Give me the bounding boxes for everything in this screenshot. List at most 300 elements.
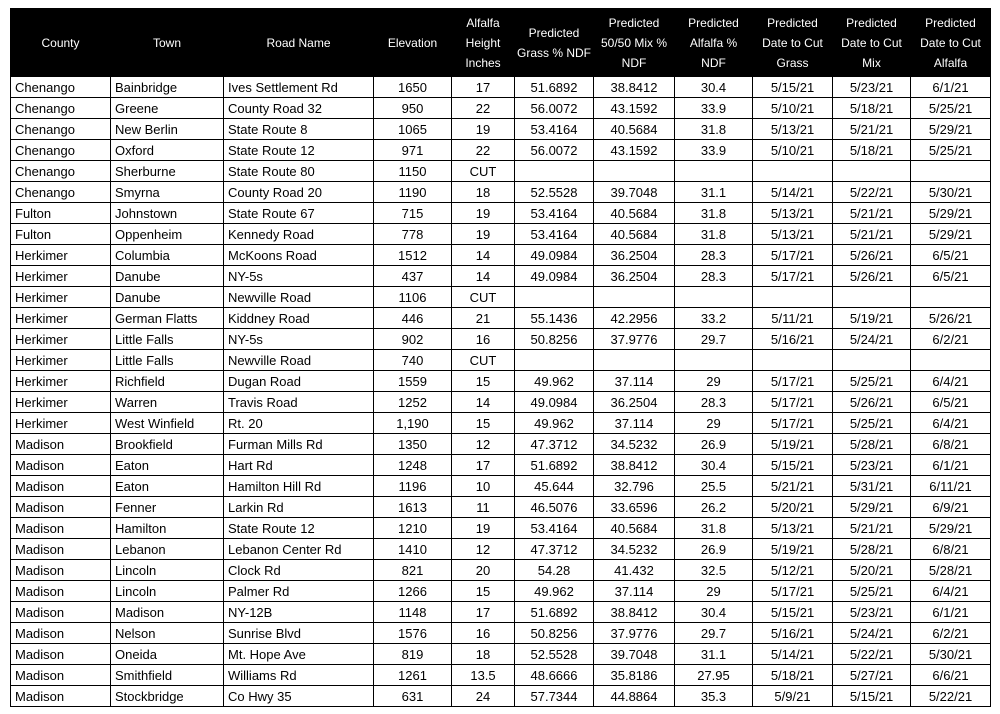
cell-road-name: NY-5s xyxy=(224,266,374,287)
cell-date-cut-grass: 5/17/21 xyxy=(753,371,833,392)
cell-date-cut-alfalfa: 6/1/21 xyxy=(911,77,991,98)
cell-town: Lebanon xyxy=(111,539,224,560)
cell-road-name: Newville Road xyxy=(224,287,374,308)
table-row xyxy=(11,119,991,140)
cell-town: Oppenheim xyxy=(111,224,224,245)
cell-grass-ndf: 50.8256 xyxy=(515,329,594,350)
cell-date-cut-mix: 5/20/21 xyxy=(833,560,911,581)
cell-road-name: State Route 8 xyxy=(224,119,374,140)
cell-date-cut-grass: 5/12/21 xyxy=(753,560,833,581)
cell-date-cut-mix: 5/21/21 xyxy=(833,224,911,245)
table-row xyxy=(11,434,991,455)
cell-alfalfa-ndf: 35.3 xyxy=(675,686,753,707)
cell-town: Little Falls xyxy=(111,329,224,350)
table-row xyxy=(11,371,991,392)
table-row xyxy=(11,476,991,497)
cell-grass-ndf: 53.4164 xyxy=(515,203,594,224)
cell-date-cut-mix: 5/23/21 xyxy=(833,77,911,98)
cell-elevation: 778 xyxy=(374,224,452,245)
cell-road-name: Hamilton Hill Rd xyxy=(224,476,374,497)
cell-mix-ndf: 43.1592 xyxy=(594,98,675,119)
cell-alfalfa-ndf: 29.7 xyxy=(675,623,753,644)
cell-date-cut-mix: 5/27/21 xyxy=(833,665,911,686)
cell-date-cut-alfalfa: 6/4/21 xyxy=(911,371,991,392)
cell-mix-ndf: 41.432 xyxy=(594,560,675,581)
cell-alfalfa-height: 19 xyxy=(452,203,515,224)
cell-alfalfa-ndf: 26.2 xyxy=(675,497,753,518)
cell-elevation: 1266 xyxy=(374,581,452,602)
cell-road-name: Rt. 20 xyxy=(224,413,374,434)
cell-alfalfa-height: 22 xyxy=(452,140,515,161)
cell-alfalfa-height: 19 xyxy=(452,518,515,539)
cell-elevation: 971 xyxy=(374,140,452,161)
cell-county: Fulton xyxy=(11,203,111,224)
cell-elevation: 1410 xyxy=(374,539,452,560)
cell-date-cut-grass xyxy=(753,161,833,182)
cell-town: Madison xyxy=(111,602,224,623)
cell-county: Madison xyxy=(11,476,111,497)
cell-mix-ndf: 39.7048 xyxy=(594,644,675,665)
cell-alfalfa-height: 14 xyxy=(452,245,515,266)
cell-mix-ndf: 34.5232 xyxy=(594,539,675,560)
cell-county: Herkimer xyxy=(11,308,111,329)
table-row xyxy=(11,140,991,161)
cell-date-cut-grass xyxy=(753,350,833,371)
header-grass-ndf: Predicted Grass % NDF xyxy=(515,9,594,77)
cell-county: Herkimer xyxy=(11,266,111,287)
cell-mix-ndf xyxy=(594,350,675,371)
cell-alfalfa-ndf: 33.9 xyxy=(675,140,753,161)
cell-alfalfa-ndf: 29 xyxy=(675,581,753,602)
cell-alfalfa-ndf: 30.4 xyxy=(675,77,753,98)
cell-date-cut-grass: 5/13/21 xyxy=(753,224,833,245)
cell-mix-ndf: 37.114 xyxy=(594,413,675,434)
table-row xyxy=(11,98,991,119)
cell-grass-ndf: 52.5528 xyxy=(515,182,594,203)
cell-town: Oxford xyxy=(111,140,224,161)
cell-date-cut-mix: 5/25/21 xyxy=(833,581,911,602)
cell-county: Chenango xyxy=(11,140,111,161)
cell-mix-ndf: 37.114 xyxy=(594,581,675,602)
cell-elevation: 715 xyxy=(374,203,452,224)
cell-town: Brookfield xyxy=(111,434,224,455)
cell-grass-ndf: 52.5528 xyxy=(515,644,594,665)
table-row xyxy=(11,266,991,287)
cell-date-cut-grass: 5/15/21 xyxy=(753,602,833,623)
cell-road-name: McKoons Road xyxy=(224,245,374,266)
table-row xyxy=(11,182,991,203)
cell-mix-ndf: 44.8864 xyxy=(594,686,675,707)
cell-elevation: 1350 xyxy=(374,434,452,455)
table-row xyxy=(11,77,991,98)
cell-road-name: NY-12B xyxy=(224,602,374,623)
cell-county: Madison xyxy=(11,497,111,518)
cell-town: Eaton xyxy=(111,476,224,497)
cell-date-cut-mix: 5/24/21 xyxy=(833,329,911,350)
cell-road-name: NY-5s xyxy=(224,329,374,350)
cell-road-name: State Route 12 xyxy=(224,140,374,161)
cell-county: Madison xyxy=(11,686,111,707)
cell-alfalfa-ndf: 29 xyxy=(675,413,753,434)
cell-alfalfa-ndf: 31.1 xyxy=(675,644,753,665)
cell-alfalfa-ndf: 30.4 xyxy=(675,602,753,623)
cell-date-cut-mix: 5/26/21 xyxy=(833,266,911,287)
cell-alfalfa-ndf: 31.8 xyxy=(675,224,753,245)
cell-grass-ndf: 53.4164 xyxy=(515,518,594,539)
cell-mix-ndf: 38.8412 xyxy=(594,77,675,98)
cell-road-name: Ives Settlement Rd xyxy=(224,77,374,98)
cell-alfalfa-height: 18 xyxy=(452,182,515,203)
cell-elevation: 902 xyxy=(374,329,452,350)
cell-grass-ndf: 47.3712 xyxy=(515,434,594,455)
cell-alfalfa-height: 10 xyxy=(452,476,515,497)
ndf-table-container xyxy=(10,8,991,707)
cell-date-cut-grass: 5/17/21 xyxy=(753,581,833,602)
cell-road-name: State Route 80 xyxy=(224,161,374,182)
cell-alfalfa-height: 12 xyxy=(452,434,515,455)
cell-county: Madison xyxy=(11,455,111,476)
cell-date-cut-alfalfa: 5/28/21 xyxy=(911,560,991,581)
cell-county: Madison xyxy=(11,623,111,644)
cell-elevation: 1150 xyxy=(374,161,452,182)
cell-date-cut-mix: 5/24/21 xyxy=(833,623,911,644)
cell-county: Madison xyxy=(11,539,111,560)
cell-town: Smithfield xyxy=(111,665,224,686)
cell-elevation: 1252 xyxy=(374,392,452,413)
cell-date-cut-alfalfa: 6/5/21 xyxy=(911,245,991,266)
cell-alfalfa-ndf: 32.5 xyxy=(675,560,753,581)
cell-grass-ndf: 49.962 xyxy=(515,371,594,392)
header-elevation: Elevation xyxy=(374,9,452,77)
cell-date-cut-mix: 5/19/21 xyxy=(833,308,911,329)
cell-county: Madison xyxy=(11,665,111,686)
cell-mix-ndf: 36.2504 xyxy=(594,245,675,266)
cell-alfalfa-ndf: 25.5 xyxy=(675,476,753,497)
cell-grass-ndf: 47.3712 xyxy=(515,539,594,560)
cell-alfalfa-ndf: 26.9 xyxy=(675,434,753,455)
cell-date-cut-mix: 5/18/21 xyxy=(833,140,911,161)
cell-elevation: 1148 xyxy=(374,602,452,623)
cell-date-cut-mix: 5/15/21 xyxy=(833,686,911,707)
cell-alfalfa-height: 17 xyxy=(452,455,515,476)
cell-date-cut-alfalfa: 5/29/21 xyxy=(911,518,991,539)
cell-grass-ndf xyxy=(515,350,594,371)
cell-mix-ndf: 33.6596 xyxy=(594,497,675,518)
cell-grass-ndf: 57.7344 xyxy=(515,686,594,707)
cell-mix-ndf xyxy=(594,161,675,182)
cell-road-name: County Road 20 xyxy=(224,182,374,203)
cell-mix-ndf: 36.2504 xyxy=(594,266,675,287)
cell-alfalfa-ndf xyxy=(675,161,753,182)
cell-town: Bainbridge xyxy=(111,77,224,98)
cell-date-cut-mix: 5/23/21 xyxy=(833,602,911,623)
table-row xyxy=(11,203,991,224)
cell-elevation: 1106 xyxy=(374,287,452,308)
cell-alfalfa-ndf: 33.9 xyxy=(675,98,753,119)
table-row xyxy=(11,497,991,518)
cell-date-cut-alfalfa: 6/4/21 xyxy=(911,581,991,602)
cell-road-name: Newville Road xyxy=(224,350,374,371)
cell-alfalfa-height: 13.5 xyxy=(452,665,515,686)
cell-elevation: 1576 xyxy=(374,623,452,644)
cell-road-name: State Route 12 xyxy=(224,518,374,539)
cell-elevation: 1559 xyxy=(374,371,452,392)
cell-alfalfa-ndf: 28.3 xyxy=(675,266,753,287)
cell-grass-ndf: 55.1436 xyxy=(515,308,594,329)
ndf-prediction-table xyxy=(10,8,991,707)
cell-mix-ndf: 42.2956 xyxy=(594,308,675,329)
header-town: Town xyxy=(111,9,224,77)
cell-county: Herkimer xyxy=(11,329,111,350)
cell-county: Chenango xyxy=(11,161,111,182)
cell-date-cut-alfalfa: 5/25/21 xyxy=(911,140,991,161)
header-alfalfa-height: Alfalfa Height Inches xyxy=(452,9,515,77)
cell-alfalfa-height: 12 xyxy=(452,539,515,560)
cell-alfalfa-height: 19 xyxy=(452,224,515,245)
cell-elevation: 1650 xyxy=(374,77,452,98)
cell-grass-ndf: 51.6892 xyxy=(515,602,594,623)
cell-mix-ndf: 40.5684 xyxy=(594,224,675,245)
cell-town: Danube xyxy=(111,266,224,287)
cell-date-cut-mix: 5/29/21 xyxy=(833,497,911,518)
cell-alfalfa-ndf: 31.8 xyxy=(675,203,753,224)
cell-grass-ndf xyxy=(515,287,594,308)
table-row xyxy=(11,644,991,665)
cell-road-name: Mt. Hope Ave xyxy=(224,644,374,665)
cell-grass-ndf: 56.0072 xyxy=(515,98,594,119)
cell-county: Herkimer xyxy=(11,371,111,392)
cell-date-cut-mix xyxy=(833,287,911,308)
cell-alfalfa-ndf: 28.3 xyxy=(675,392,753,413)
cell-mix-ndf: 34.5232 xyxy=(594,434,675,455)
cell-grass-ndf: 46.5076 xyxy=(515,497,594,518)
cell-elevation: 1248 xyxy=(374,455,452,476)
cell-alfalfa-height: 14 xyxy=(452,392,515,413)
cell-elevation: 740 xyxy=(374,350,452,371)
cell-grass-ndf: 53.4164 xyxy=(515,224,594,245)
table-row xyxy=(11,413,991,434)
cell-date-cut-alfalfa: 6/11/21 xyxy=(911,476,991,497)
cell-alfalfa-height: CUT xyxy=(452,350,515,371)
cell-county: Herkimer xyxy=(11,392,111,413)
cell-date-cut-mix: 5/21/21 xyxy=(833,203,911,224)
cell-road-name: Furman Mills Rd xyxy=(224,434,374,455)
table-row xyxy=(11,539,991,560)
cell-grass-ndf: 49.0984 xyxy=(515,392,594,413)
cell-road-name: Travis Road xyxy=(224,392,374,413)
cell-date-cut-mix: 5/21/21 xyxy=(833,518,911,539)
cell-town: German Flatts xyxy=(111,308,224,329)
cell-date-cut-alfalfa: 5/26/21 xyxy=(911,308,991,329)
cell-alfalfa-ndf xyxy=(675,350,753,371)
cell-elevation: 1261 xyxy=(374,665,452,686)
cell-grass-ndf: 49.0984 xyxy=(515,266,594,287)
cell-date-cut-mix: 5/25/21 xyxy=(833,371,911,392)
cell-elevation: 819 xyxy=(374,644,452,665)
cell-town: Johnstown xyxy=(111,203,224,224)
cell-date-cut-alfalfa xyxy=(911,350,991,371)
cell-grass-ndf: 54.28 xyxy=(515,560,594,581)
cell-road-name: Co Hwy 35 xyxy=(224,686,374,707)
cell-county: Chenango xyxy=(11,182,111,203)
cell-date-cut-mix: 5/26/21 xyxy=(833,392,911,413)
cell-date-cut-mix: 5/26/21 xyxy=(833,245,911,266)
cell-mix-ndf: 37.9776 xyxy=(594,623,675,644)
cell-date-cut-grass: 5/17/21 xyxy=(753,413,833,434)
cell-grass-ndf: 49.962 xyxy=(515,581,594,602)
cell-alfalfa-height: CUT xyxy=(452,287,515,308)
cell-date-cut-grass: 5/9/21 xyxy=(753,686,833,707)
cell-alfalfa-ndf: 31.1 xyxy=(675,182,753,203)
table-row xyxy=(11,161,991,182)
table-body xyxy=(11,77,991,707)
cell-road-name: Hart Rd xyxy=(224,455,374,476)
cell-date-cut-alfalfa: 6/5/21 xyxy=(911,266,991,287)
cell-county: Madison xyxy=(11,560,111,581)
cell-date-cut-mix: 5/21/21 xyxy=(833,119,911,140)
cell-date-cut-grass: 5/14/21 xyxy=(753,644,833,665)
cell-elevation: 1512 xyxy=(374,245,452,266)
cell-alfalfa-ndf: 26.9 xyxy=(675,539,753,560)
cell-mix-ndf: 37.9776 xyxy=(594,329,675,350)
table-row xyxy=(11,581,991,602)
cell-mix-ndf: 39.7048 xyxy=(594,182,675,203)
header-row xyxy=(11,9,991,77)
cell-county: Herkimer xyxy=(11,245,111,266)
cell-elevation: 1613 xyxy=(374,497,452,518)
cell-alfalfa-height: CUT xyxy=(452,161,515,182)
cell-mix-ndf: 43.1592 xyxy=(594,140,675,161)
cell-alfalfa-height: 17 xyxy=(452,602,515,623)
cell-alfalfa-height: 16 xyxy=(452,329,515,350)
cell-date-cut-mix: 5/28/21 xyxy=(833,434,911,455)
cell-alfalfa-height: 18 xyxy=(452,644,515,665)
cell-town: Stockbridge xyxy=(111,686,224,707)
cell-date-cut-grass: 5/19/21 xyxy=(753,539,833,560)
table-row xyxy=(11,665,991,686)
cell-town: Columbia xyxy=(111,245,224,266)
cell-alfalfa-height: 15 xyxy=(452,581,515,602)
header-date-cut-mix: Predicted Date to Cut Mix xyxy=(833,9,911,77)
cell-date-cut-grass: 5/21/21 xyxy=(753,476,833,497)
cell-date-cut-grass: 5/20/21 xyxy=(753,497,833,518)
cell-date-cut-alfalfa: 6/8/21 xyxy=(911,539,991,560)
cell-alfalfa-height: 20 xyxy=(452,560,515,581)
cell-town: Smyrna xyxy=(111,182,224,203)
cell-date-cut-mix: 5/31/21 xyxy=(833,476,911,497)
cell-elevation: 631 xyxy=(374,686,452,707)
cell-grass-ndf xyxy=(515,161,594,182)
cell-date-cut-grass: 5/10/21 xyxy=(753,140,833,161)
table-row xyxy=(11,308,991,329)
cell-town: Richfield xyxy=(111,371,224,392)
cell-date-cut-alfalfa: 6/2/21 xyxy=(911,329,991,350)
cell-date-cut-alfalfa: 5/29/21 xyxy=(911,203,991,224)
cell-date-cut-alfalfa: 5/30/21 xyxy=(911,644,991,665)
cell-elevation: 1190 xyxy=(374,182,452,203)
cell-road-name: Larkin Rd xyxy=(224,497,374,518)
cell-town: Sherburne xyxy=(111,161,224,182)
cell-date-cut-mix: 5/28/21 xyxy=(833,539,911,560)
cell-date-cut-alfalfa: 5/22/21 xyxy=(911,686,991,707)
cell-grass-ndf: 50.8256 xyxy=(515,623,594,644)
cell-date-cut-grass: 5/15/21 xyxy=(753,455,833,476)
cell-mix-ndf: 40.5684 xyxy=(594,203,675,224)
cell-town: West Winfield xyxy=(111,413,224,434)
cell-elevation: 1,190 xyxy=(374,413,452,434)
cell-date-cut-grass: 5/17/21 xyxy=(753,392,833,413)
cell-date-cut-grass: 5/13/21 xyxy=(753,119,833,140)
table-row xyxy=(11,686,991,707)
cell-grass-ndf: 49.0984 xyxy=(515,245,594,266)
cell-county: Madison xyxy=(11,602,111,623)
cell-alfalfa-ndf: 29.7 xyxy=(675,329,753,350)
table-row xyxy=(11,455,991,476)
cell-alfalfa-ndf: 29 xyxy=(675,371,753,392)
cell-town: Oneida xyxy=(111,644,224,665)
cell-road-name: County Road 32 xyxy=(224,98,374,119)
table-row xyxy=(11,518,991,539)
cell-grass-ndf: 48.6666 xyxy=(515,665,594,686)
cell-date-cut-grass: 5/15/21 xyxy=(753,77,833,98)
cell-date-cut-mix: 5/25/21 xyxy=(833,413,911,434)
cell-town: Eaton xyxy=(111,455,224,476)
cell-county: Madison xyxy=(11,434,111,455)
cell-mix-ndf: 38.8412 xyxy=(594,455,675,476)
cell-alfalfa-height: 14 xyxy=(452,266,515,287)
cell-alfalfa-height: 17 xyxy=(452,77,515,98)
cell-mix-ndf: 40.5684 xyxy=(594,119,675,140)
cell-date-cut-mix: 5/22/21 xyxy=(833,182,911,203)
cell-date-cut-alfalfa: 6/1/21 xyxy=(911,602,991,623)
cell-alfalfa-ndf: 27.95 xyxy=(675,665,753,686)
cell-county: Madison xyxy=(11,518,111,539)
cell-date-cut-alfalfa: 6/1/21 xyxy=(911,455,991,476)
cell-road-name: Clock Rd xyxy=(224,560,374,581)
cell-mix-ndf: 32.796 xyxy=(594,476,675,497)
header-date-cut-alfalfa: Predicted Date to Cut Alfalfa xyxy=(911,9,991,77)
cell-grass-ndf: 51.6892 xyxy=(515,77,594,98)
cell-date-cut-grass xyxy=(753,287,833,308)
cell-alfalfa-height: 16 xyxy=(452,623,515,644)
cell-grass-ndf: 49.962 xyxy=(515,413,594,434)
cell-elevation: 437 xyxy=(374,266,452,287)
cell-date-cut-mix: 5/18/21 xyxy=(833,98,911,119)
cell-alfalfa-height: 22 xyxy=(452,98,515,119)
table-row xyxy=(11,350,991,371)
cell-date-cut-mix xyxy=(833,350,911,371)
cell-date-cut-alfalfa: 5/29/21 xyxy=(911,119,991,140)
header-county: County xyxy=(11,9,111,77)
cell-mix-ndf: 35.8186 xyxy=(594,665,675,686)
table-row xyxy=(11,560,991,581)
cell-town: Lincoln xyxy=(111,581,224,602)
cell-county: Madison xyxy=(11,581,111,602)
cell-town: New Berlin xyxy=(111,119,224,140)
cell-town: Greene xyxy=(111,98,224,119)
table-row xyxy=(11,602,991,623)
cell-date-cut-grass: 5/13/21 xyxy=(753,518,833,539)
cell-road-name: Kiddney Road xyxy=(224,308,374,329)
cell-town: Danube xyxy=(111,287,224,308)
cell-elevation: 821 xyxy=(374,560,452,581)
cell-date-cut-alfalfa: 5/25/21 xyxy=(911,98,991,119)
cell-alfalfa-ndf: 31.8 xyxy=(675,119,753,140)
cell-date-cut-alfalfa: 6/5/21 xyxy=(911,392,991,413)
cell-date-cut-grass: 5/13/21 xyxy=(753,203,833,224)
cell-elevation: 1065 xyxy=(374,119,452,140)
cell-date-cut-alfalfa: 6/4/21 xyxy=(911,413,991,434)
